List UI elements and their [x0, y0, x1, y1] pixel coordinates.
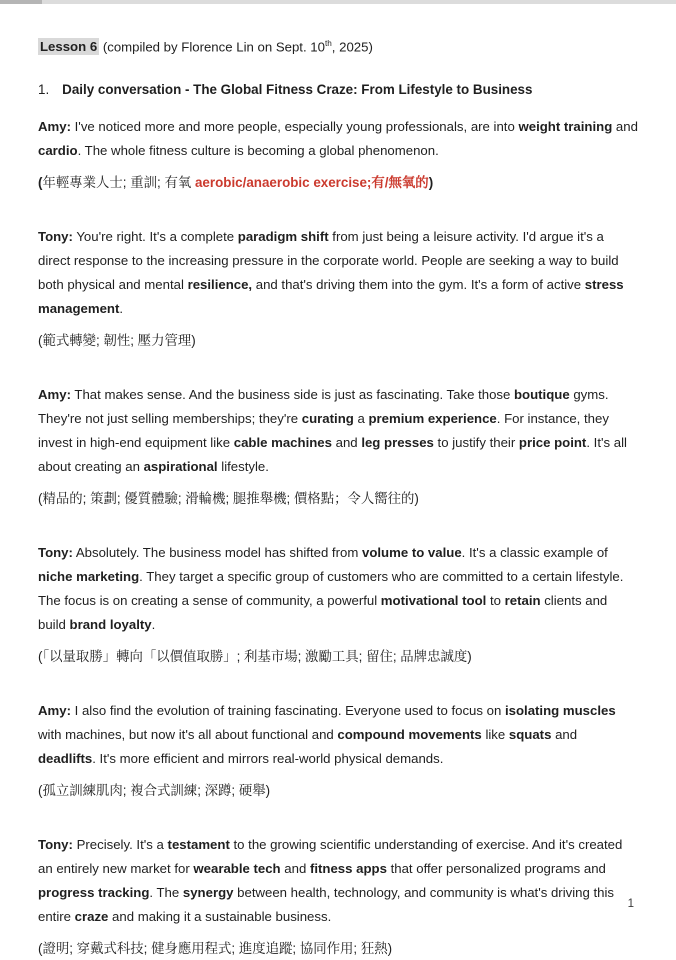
bold-keyword-segment: retain [504, 593, 541, 609]
text-segment: and [551, 727, 578, 743]
bold-keyword-segment: ) [428, 175, 434, 191]
bold-keyword-segment: premium experience [368, 411, 497, 427]
bold-keyword-segment: progress tracking [38, 885, 150, 901]
compiled-by-suffix: , 2025) [331, 39, 373, 55]
dialog-block [38, 833, 638, 958]
text-segment: I've noticed more and more people, especially young professionals, are into [70, 119, 519, 135]
text-segment: clients and build [38, 593, 608, 633]
bold-keyword-segment: cardio [38, 143, 78, 159]
text-segment: (孤立訓練肌肉; 複合式訓練; 深蹲; 硬舉) [38, 783, 271, 799]
english-paragraph [38, 699, 638, 771]
text-segment: lifestyle. [217, 459, 269, 475]
text-segment: that offer personalized programs and [386, 861, 606, 877]
english-paragraph [38, 541, 638, 637]
chinese-gloss-paragraph [38, 781, 638, 800]
text-segment: and that's driving them into the gym. It's a form of active [252, 277, 585, 293]
bold-keyword-segment: testament [167, 837, 230, 853]
dialog-block [38, 225, 638, 350]
text-segment: Absolutely. The business model has shifted from [72, 545, 362, 561]
lesson-label: Lesson 6 [40, 39, 98, 55]
dialog-block [38, 699, 638, 800]
english-paragraph [38, 225, 638, 321]
section-heading [38, 80, 638, 99]
bold-keyword-segment: cable machines [233, 435, 332, 451]
bold-keyword-segment: stress management [38, 277, 624, 317]
compiled-by-text: (compiled by Florence Lin on Sept. 10 [99, 39, 325, 55]
dialog-block [38, 541, 638, 666]
bold-keyword-segment: brand loyalty [69, 617, 152, 633]
dialog-block [38, 115, 638, 192]
text-segment: . The [149, 885, 183, 901]
text-segment: and [280, 861, 310, 877]
speaker-label: Tony: [38, 545, 73, 561]
text-segment: and [331, 435, 362, 451]
text-segment: between health, technology, and community is what's driving this entire [38, 885, 615, 925]
english-paragraph [38, 833, 638, 929]
bold-keyword-segment: wearable tech [193, 861, 281, 877]
dialog-container [38, 115, 638, 958]
text-segment: . [119, 301, 124, 317]
text-segment: 年輕專業人士; 重訓; 有氧 [42, 175, 195, 191]
text-segment: . It's all about creating an [38, 435, 627, 475]
chinese-gloss-paragraph [38, 647, 638, 666]
speaker-label: Tony: [38, 229, 73, 245]
bold-keyword-segment: volume to value [361, 545, 462, 561]
text-segment: and making it a sustainable business. [108, 909, 332, 925]
doc-header [38, 34, 638, 56]
bold-keyword-segment: fitness apps [309, 861, 387, 877]
section-title: Daily conversation - The Global Fitness Craze: From Lifestyle to Business [62, 82, 533, 98]
text-segment: You're right. It's a complete [72, 229, 238, 245]
bold-keyword-segment: squats [508, 727, 552, 743]
text-segment: like [481, 727, 509, 743]
bold-keyword-segment: isolating muscles [504, 703, 616, 719]
text-segment: . They target a specific group of customers who are committed to a certain lifestyle. The focus is on creating a sense of community, a powerful [38, 569, 624, 609]
dialog-block [38, 383, 638, 508]
chinese-gloss-paragraph [38, 173, 638, 192]
text-segment: . It's a classic example of [461, 545, 608, 561]
chinese-gloss-paragraph [38, 489, 638, 508]
bold-keyword-segment: paradigm shift [237, 229, 329, 245]
bold-keyword-segment: price point [518, 435, 587, 451]
text-segment: to the growing scientific understanding of exercise. And it's created an entirely new market for [38, 837, 623, 877]
text-segment: . The whole fitness culture is becoming a global phenomenon. [77, 143, 439, 159]
bold-keyword-segment: motivational tool [380, 593, 487, 609]
section-number: 1. [38, 82, 50, 98]
text-segment: (「以量取勝」轉向「以價值取勝」; 利基市場; 激勵工具; 留住; 品牌忠誠度) [38, 649, 472, 665]
text-segment: with machines, but now it's all about functional and [38, 727, 338, 743]
english-paragraph [38, 383, 638, 479]
speaker-label: Amy: [38, 703, 71, 719]
page-number: 1 [627, 898, 634, 910]
bold-keyword-segment: deadlifts [38, 751, 93, 767]
english-paragraph [38, 115, 638, 163]
text-segment: I also find the evolution of training fascinating. Everyone used to focus on [70, 703, 505, 719]
chinese-gloss-paragraph [38, 939, 638, 958]
bold-keyword-segment: compound movements [337, 727, 482, 743]
text-segment: gyms. They're not just selling memberships; they're [38, 387, 609, 427]
speaker-label: Amy: [38, 387, 71, 403]
text-segment: a [353, 411, 369, 427]
bold-keyword-segment: weight training [518, 119, 613, 135]
bold-keyword-segment: synergy [182, 885, 234, 901]
speaker-label: Amy: [38, 119, 71, 135]
speaker-label: Tony: [38, 837, 73, 853]
text-segment: Precisely. It's a [72, 837, 168, 853]
bold-keyword-segment: curating [301, 411, 354, 427]
red-keyword-segment: aerobic/anaerobic exercise;有/無氧的 [194, 175, 429, 191]
bold-keyword-segment: craze [74, 909, 109, 925]
bold-keyword-segment: aspirational [143, 459, 218, 475]
text-segment: (範式轉變; 韌性; 壓力管理) [38, 333, 196, 349]
chinese-gloss-paragraph [38, 331, 638, 350]
text-segment: to justify their [433, 435, 519, 451]
text-segment: That makes sense. And the business side is just as fascinating. Take those [70, 387, 514, 403]
text-segment: (精品的; 策劃; 優質體驗; 滑輪機; 腿推舉機; 價格點；令人嚮往的) [38, 491, 419, 507]
date-superscript: th [324, 39, 332, 48]
text-segment: from just being a leisure activity. I'd argue it's a direct response to the increasing pressure in the corporate world. People are seeking a way to build both physical and mental [38, 229, 619, 293]
text-segment: . For instance, they invest in high-end equipment like [38, 411, 609, 451]
bold-keyword-segment: boutique [514, 387, 570, 403]
text-segment: and [612, 119, 638, 135]
text-segment: . [151, 617, 156, 633]
bold-keyword-segment: resilience, [187, 277, 253, 293]
text-segment: . It's more efficient and mirrors real-world physical demands. [92, 751, 444, 767]
bold-keyword-segment: leg presses [361, 435, 434, 451]
bold-keyword-segment: niche marketing [38, 569, 140, 585]
text-segment: to [486, 593, 505, 609]
text-segment: (證明; 穿戴式科技; 健身應用程式; 進度追蹤; 協同作用; 狂熱) [38, 941, 393, 957]
bold-keyword-segment: ( [38, 175, 43, 191]
